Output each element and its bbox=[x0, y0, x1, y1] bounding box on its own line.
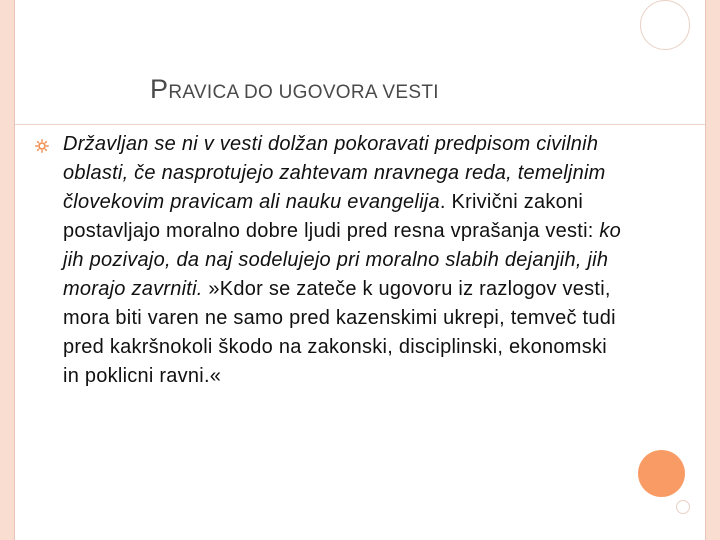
paragraph-segment-3: ko jih pozivajo, da naj sodelujejo pri moralno slabih dejanjih, jih morajo zavrniti. bbox=[63, 220, 622, 300]
right-border-line bbox=[705, 0, 706, 540]
slide-title bbox=[150, 74, 439, 105]
title-rest: RAVICA DO UGOVORA VESTI bbox=[168, 82, 439, 103]
decorative-small-ring bbox=[676, 500, 690, 514]
sun-bullet-icon bbox=[35, 139, 49, 153]
paragraph-segment-2: . Krivični zakoni postavljajo moralno dobre ljudi pred resna vprašanja vesti: bbox=[63, 191, 600, 242]
title-divider bbox=[15, 124, 705, 125]
decorative-orange-circle bbox=[638, 450, 685, 497]
paragraph-segment-4: »Kdor se zateče k ugovoru iz razlogov vesti, mora biti varen ne samo pred kazenskimi ukrepi, temveč tudi pred kakršnokoli škodo na zakonski, disciplinski, ekonomski in poklicni ravni.« bbox=[63, 278, 616, 387]
bullet-paragraph bbox=[63, 130, 623, 391]
title-initial: P bbox=[150, 74, 169, 104]
paragraph-segment-1: Državljan se ni v vesti dolžan pokoravati predpisom civilnih oblasti, če nasprotujejo zahtevam nravnega reda, temeljnim človekovim pravicam ali nauku evangelija bbox=[63, 133, 606, 213]
decorative-ring bbox=[640, 0, 690, 50]
